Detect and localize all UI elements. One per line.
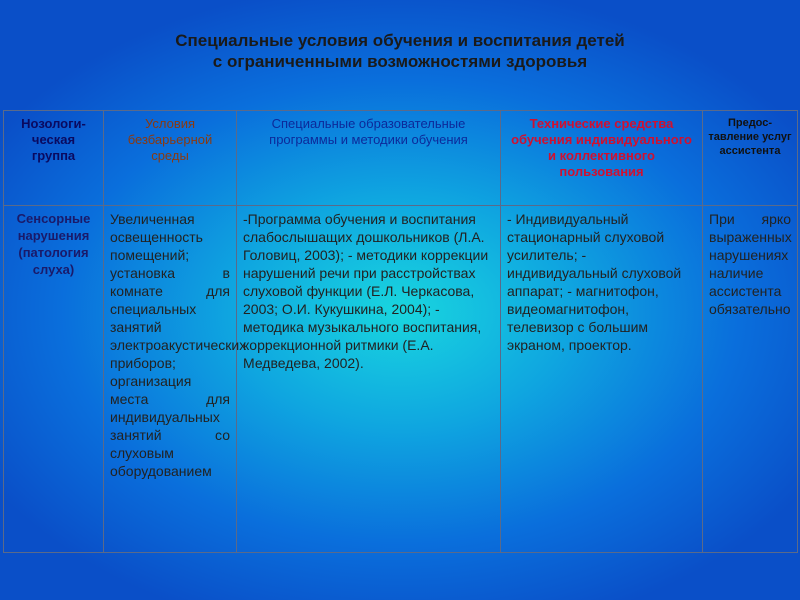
title-line-1: Специальные условия обучения и воспитания детей bbox=[175, 31, 625, 50]
cell-assistant bbox=[703, 206, 798, 553]
header-assistant-label: Предос-тавление услуг ассистента bbox=[708, 117, 792, 157]
header-cell-group bbox=[4, 111, 104, 206]
programs-text: -Программа обучения и воспитания слабослышащих дошкольников (Л.А. Головиц, 2003); - методики коррекции нарушений речи при расстройствах слуховой функции (Е.Л. Черкасова, 2003; О.И. Кукушкина, 2004); - методика музыкального воспитания, коррекционной ритмики (Е.А. Медведева, 2002). bbox=[243, 211, 489, 371]
header-cell-environment bbox=[104, 111, 237, 206]
conditions-table bbox=[3, 110, 798, 553]
table-header-row bbox=[4, 111, 798, 206]
table-row bbox=[4, 206, 798, 553]
header-technical-label: Технические средства обучения индивидуального и коллективного пользования bbox=[511, 116, 692, 179]
page-title bbox=[60, 30, 740, 72]
cell-group bbox=[4, 206, 104, 553]
header-environment-label: Условия безбарьерной среды bbox=[127, 116, 213, 163]
cell-programs bbox=[237, 206, 501, 553]
header-group-label: Нозологи-ческая группа bbox=[21, 116, 86, 163]
title-line-2: с ограниченными возможностями здоровья bbox=[212, 52, 588, 71]
cell-technical bbox=[501, 206, 703, 553]
header-cell-programs bbox=[237, 111, 501, 206]
assistant-text: При ярко выраженных нарушениях наличие ассистента обязательно bbox=[709, 211, 792, 317]
cell-environment bbox=[104, 206, 247, 553]
header-cell-technical bbox=[501, 111, 703, 206]
header-programs-label: Специальные образовательные программы и методики обучения bbox=[269, 116, 468, 147]
header-cell-assistant bbox=[703, 111, 798, 206]
environment-text: Увеличенная освещенность помещений; установка в комнате для специальных занятий электроакустических приборов; организация места для индивидуальных занятий со слуховым оборудованием bbox=[110, 211, 247, 479]
technical-text: - Индивидуальный стационарный слуховой усилитель; - индивидуальный слуховой аппарат; - магнитофон, видеомагнитофон, телевизор с большим экраном, проектор. bbox=[507, 211, 682, 353]
group-text: Сенсорные нарушения (патология слуха) bbox=[16, 211, 91, 277]
